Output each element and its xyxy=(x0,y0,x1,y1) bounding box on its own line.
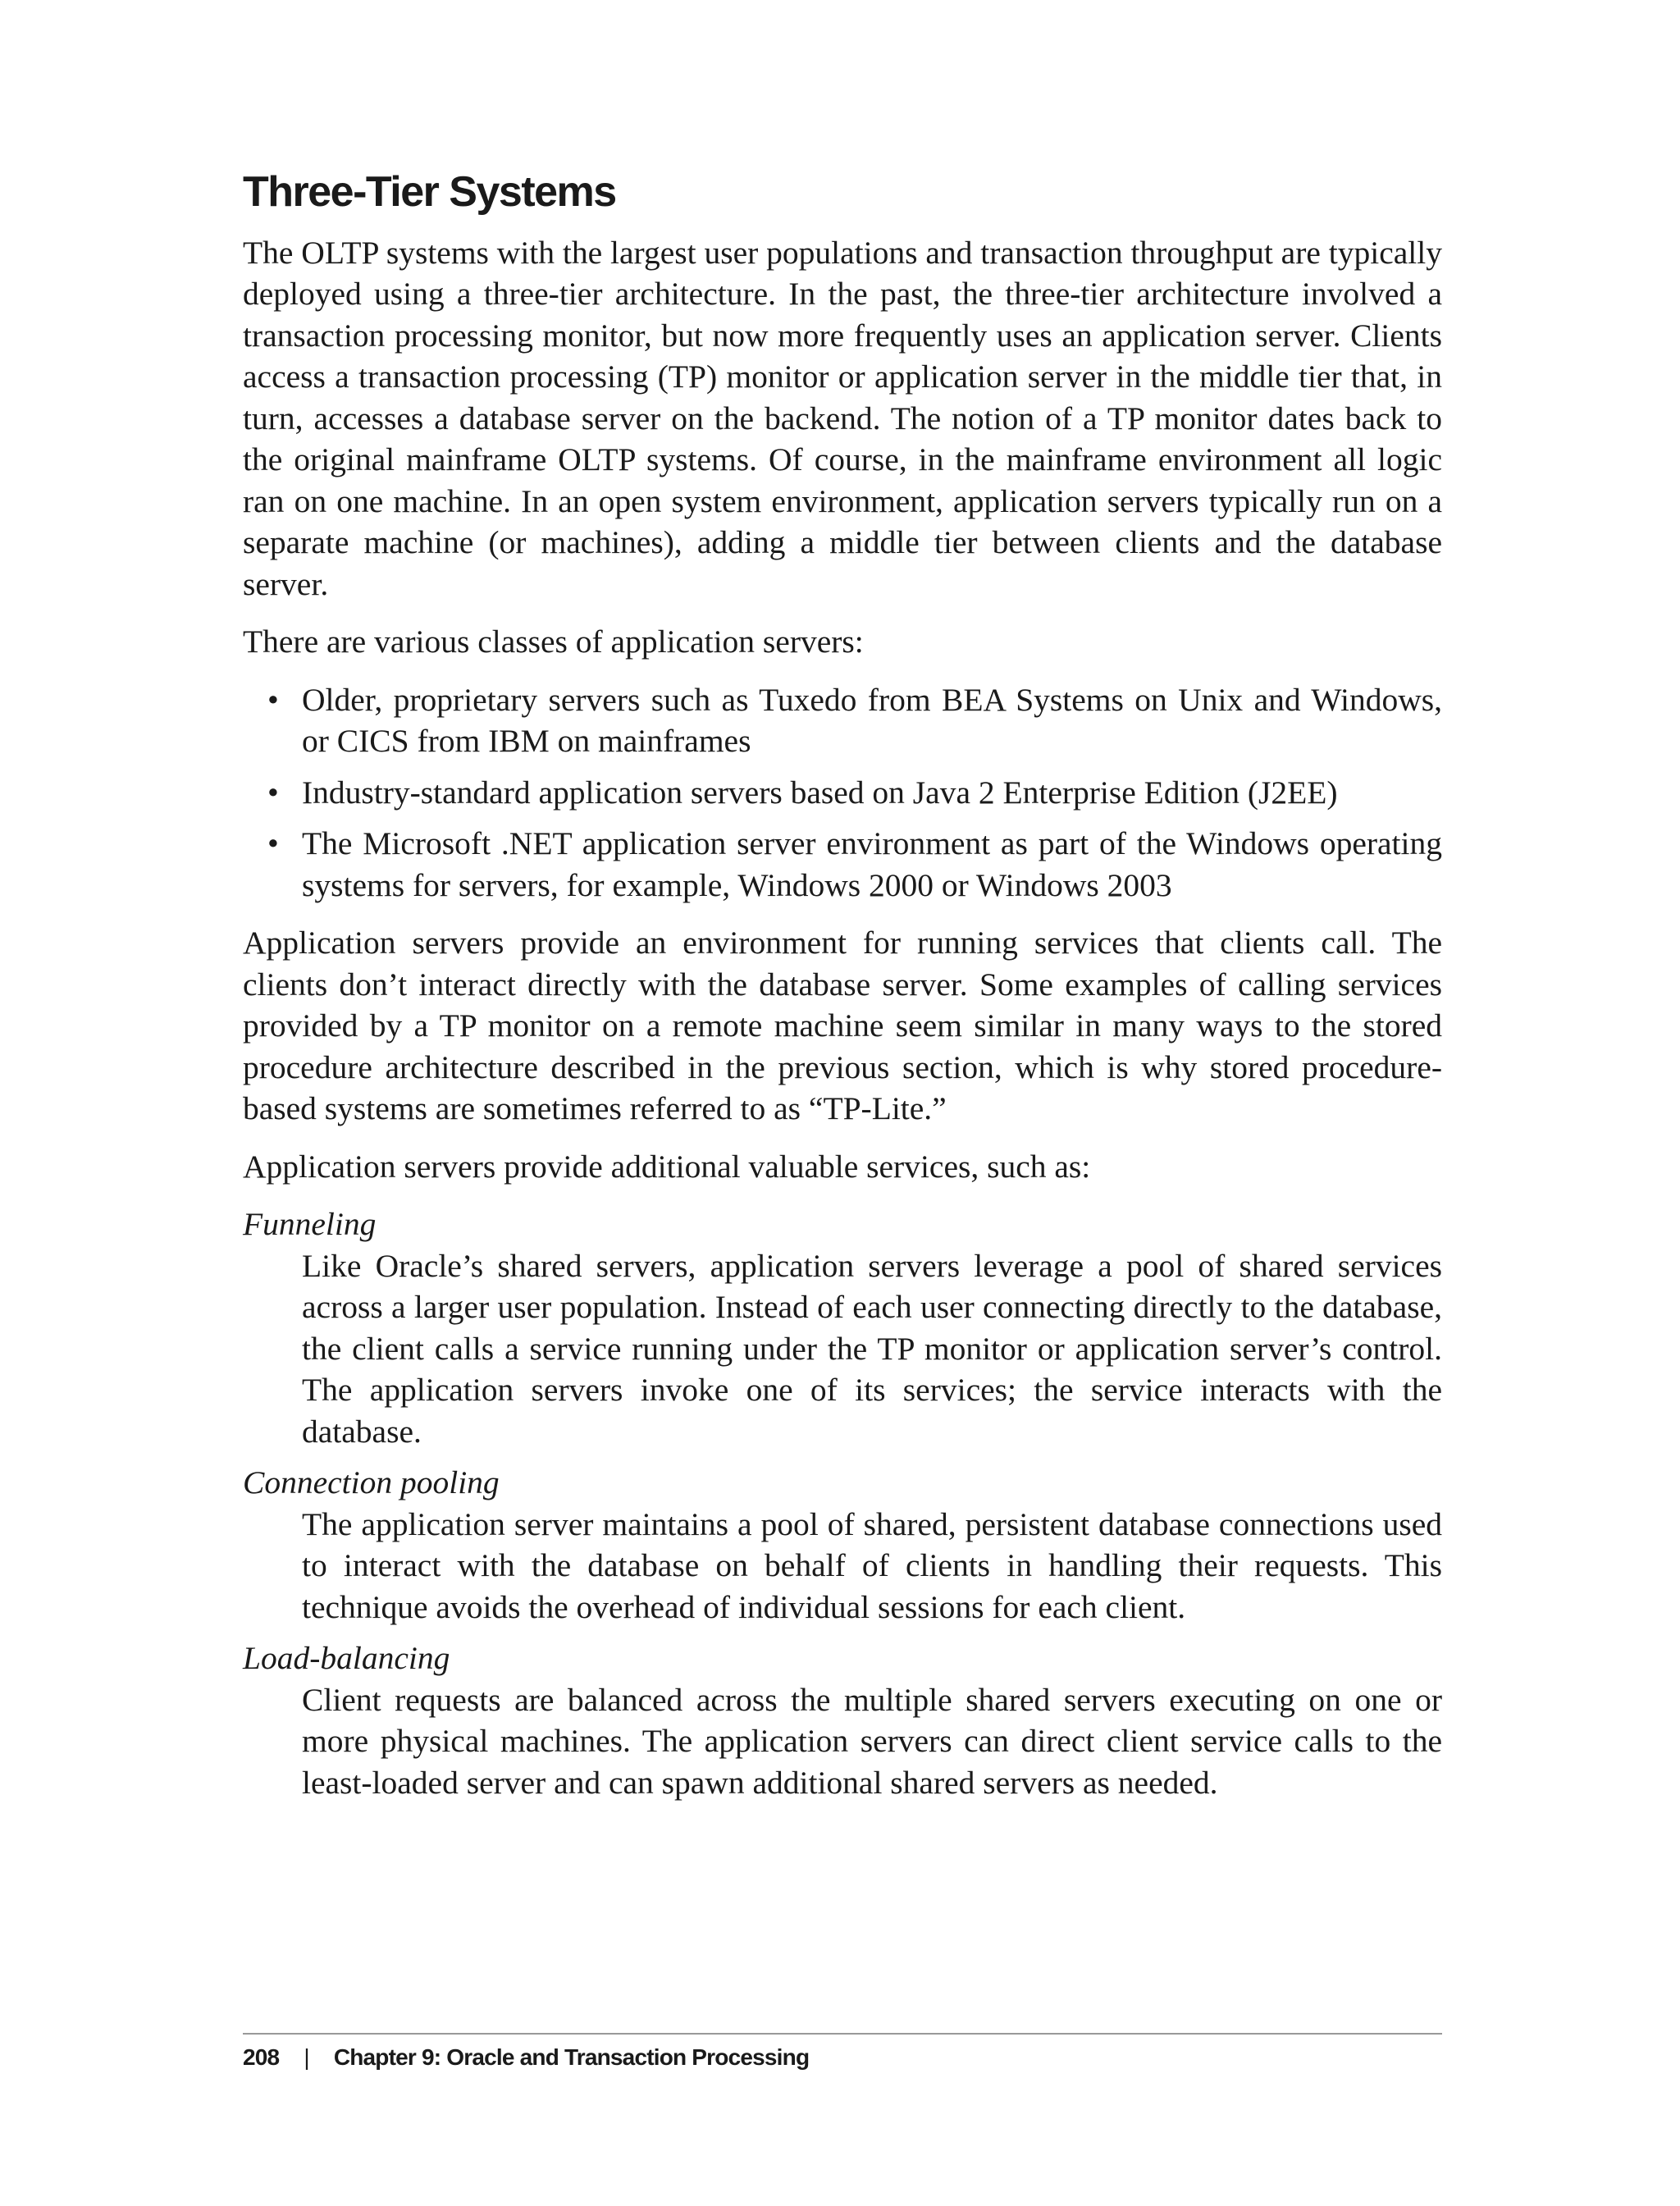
environment-paragraph: Application servers provide an environment for running services that clients call. The clients don’t interact directly with the database server. Some examples of calling services provided by a TP monitor on a remote machine seem similar in many ways to the stored procedure architecture described in the previous section, which is why stored procedure-based systems are sometimes referred to as “TP-Lite.” xyxy=(243,925,1442,1127)
bullet-icon: • xyxy=(267,825,279,862)
chapter-title: Chapter 9: Oracle and Transaction Processing xyxy=(333,2044,810,2070)
definition-funneling: Like Oracle’s shared servers, application servers leverage a pool of shared services across a larger user population. Instead of each user connecting directly to the database, the client calls a service running under the TP monitor or application server’s control. The application servers invoke one of its services; the service interacts with the database. xyxy=(302,1247,1442,1450)
page-footer xyxy=(243,2033,1442,2071)
definition-connection-pooling: The application server maintains a pool of shared, persistent database connections used to interact with the database on behalf of clients in handling their requests. This technique avoids the overhead of individual sessions for each client. xyxy=(302,1505,1442,1625)
services-definition-list xyxy=(243,1203,1442,1803)
term-load-balancing: Load-balancing xyxy=(243,1640,450,1677)
list-item-text: Older, proprietary servers such as Tuxedo from BEA Systems on Unix and Windows, or CICS from IBM on mainframes xyxy=(302,681,1442,760)
page-number: 208 xyxy=(243,2044,280,2070)
footer-separator: | xyxy=(304,2044,309,2070)
section-title: Three-Tier Systems xyxy=(243,168,616,216)
list-item-text: Industry-standard application servers based on Java 2 Enterprise Edition (J2EE) xyxy=(302,774,1338,811)
bullet-icon: • xyxy=(267,681,279,718)
footer-line xyxy=(243,2044,1442,2071)
server-classes-list xyxy=(243,679,1442,907)
intro-paragraph: The OLTP systems with the largest user populations and transaction throughput are typically deployed using a three-tier architecture. In the past, the three-tier architecture involved a transaction processing monitor, but now more frequently uses an application server. Clients access a transaction processing (TP) monitor or application server in the middle tier that, in turn, accesses a database server on the backend. The notion of a TP monitor dates back to the original mainframe OLTP systems. Of course, in the mainframe environment all logic ran on one machine. In an open system environment, application servers typically run on a separate machine (or machines), adding a middle tier between clients and the database server. xyxy=(243,234,1442,602)
footer-divider xyxy=(243,2033,1442,2035)
body-text xyxy=(243,232,1442,1804)
page-content xyxy=(243,168,1442,1813)
services-lead-paragraph: Application servers provide additional valuable services, such as: xyxy=(243,1148,1091,1185)
list-item-text: The Microsoft .NET application server environment as part of the Windows operating systems for servers, for example, Windows 2000 or Windows 2003 xyxy=(302,825,1442,903)
list-item xyxy=(243,823,1442,906)
definition-load-balancing: Client requests are balanced across the multiple shared servers executing on one or more physical machines. The application servers can direct client service calls to the least-loaded server and can spawn additional shared servers as needed. xyxy=(302,1681,1442,1801)
term-funneling: Funneling xyxy=(243,1206,377,1243)
list-item xyxy=(243,679,1442,762)
term-connection-pooling: Connection pooling xyxy=(243,1464,500,1501)
list-item xyxy=(243,772,1442,814)
classes-lead-paragraph: There are various classes of application servers: xyxy=(243,623,864,660)
bullet-icon: • xyxy=(267,774,279,811)
